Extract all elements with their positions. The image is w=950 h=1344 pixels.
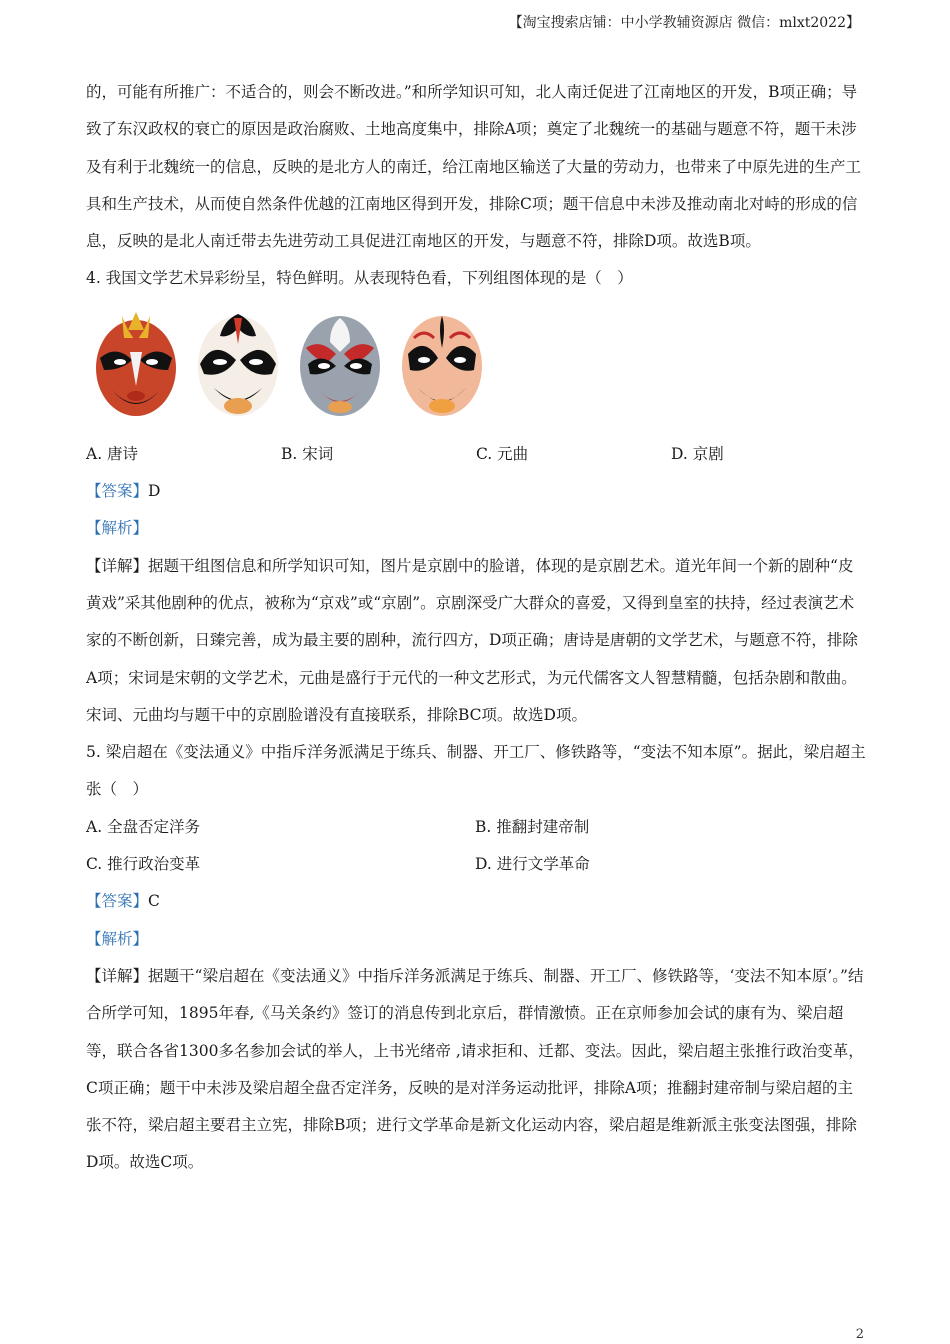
answer-value: C xyxy=(148,892,160,911)
q5-answer xyxy=(86,883,866,920)
detail-label: 【详解】 xyxy=(86,966,149,985)
q5-option-d: D. 进行文学革命 xyxy=(475,855,590,874)
q5-detail xyxy=(86,958,866,1182)
q5-options-row1 xyxy=(86,809,866,846)
detail-label: 【详解】 xyxy=(86,556,149,575)
page-header: 【淘宝搜索店铺：中小学教辅资源店 微信：mlxt2022】 xyxy=(508,15,860,31)
q4-options xyxy=(86,436,866,473)
opera-mask-silver xyxy=(296,308,384,420)
opera-masks-figure xyxy=(92,308,866,424)
analysis-label: 【解析】 xyxy=(86,929,149,948)
answer-label: 【答案】 xyxy=(86,892,149,911)
detail-text: 据题干组图信息和所学知识可知，图片是京剧中的脸谱，体现的是京剧艺术。道光年间一个新的剧种“皮黄戏”采其他剧种的优点，被称为“京戏”或“京剧”。京剧深受广大群众的喜爱，又得到皇室的扶持，经过表演艺术家的不断创新，日臻完善，成为最主要的剧种，流行四方，D项正确；唐诗是唐朝的文学艺术，与题意不符，排除A项；宋词是宋朝的文学艺术，元曲是盛行于元代的一种文艺形式，为元代儒客文人智慧精髓，包括杂剧和散曲。宋词、元曲均与题干中的京剧脸谱没有直接联系，排除BC项。故选D项。 xyxy=(86,556,858,724)
q5-analysis-label xyxy=(86,921,866,958)
q5-option-c: C. 推行政治变革 xyxy=(86,855,201,874)
document-body xyxy=(86,74,866,1182)
q4-option-d: D. 京剧 xyxy=(671,444,724,463)
q4-option-a: A. 唐诗 xyxy=(86,444,139,463)
q3-analysis-tail: 的，可能有所推广：不适合的，则会不断改进。”和所学知识可知，北人南迁促进了江南地区的开发，B项正确；导致了东汉政权的衰亡的原因是政治腐败、土地高度集中，排除A项；奠定了北魏统一的基础与题意不符，题干未涉及有利于北魏统一的信息，反映的是北方人的南迁，给江南地区输送了大量的劳动力，也带来了中原先进的生产工具和生产技术，从而使自然条件优越的江南地区得到开发，排除C项；题干信息中未涉及推动南北对峙的形成的信息，反映的是北人南迁带去先进劳动工具促进江南地区的开发，与题意不符，排除D项。故选B项。 xyxy=(86,83,862,251)
q4-option-c: C. 元曲 xyxy=(476,444,529,463)
detail-text: 据题干“梁启超在《变法通义》中指斥洋务派满足于练兵、制器、开工厂、修铁路等，‘变法不知本原’。”结合所学可知，1895年春,《马关条约》签订的消息传到北京后，群情激愤。正在京师参加会试的康有为、梁启超等，联合各省1300多名参加会试的举人，上书光绪帝 ,请求拒和、迁都、变法。因此，梁启超主张推行政治变革，C项正确；题干中未涉及梁启超全盘否定洋务，反映的是对洋务运动批评，排除A项；推翻封建帝制与梁启超的主张不符，梁启超主要君主立宪，排除B项；进行文学革命是新文化运动内容，梁启超是维新派主张变法图强，排除D项。故选C项。 xyxy=(86,966,864,1172)
q5-stem: 5. 梁启超在《变法通义》中指斥洋务派满足于练兵、制器、开工厂、修铁路等，“变法不知本原”。据此，梁启超主张（ ） xyxy=(86,743,866,799)
q4-detail xyxy=(86,548,866,734)
q4-answer xyxy=(86,473,866,510)
answer-value: D xyxy=(148,482,161,501)
opera-mask-white xyxy=(194,308,282,420)
page-number: 2 xyxy=(855,1327,864,1342)
q5-option-b: B. 推翻封建帝制 xyxy=(475,817,590,836)
q4-option-b: B. 宋词 xyxy=(281,444,334,463)
q5-options-row2 xyxy=(86,846,866,883)
q4-stem: 4. 我国文学艺术异彩纷呈，特色鲜明。从表现特色看，下列组图体现的是（ ） xyxy=(86,269,633,288)
q5-option-a: A. 全盘否定洋务 xyxy=(86,817,201,836)
opera-mask-peach xyxy=(398,308,486,420)
answer-label: 【答案】 xyxy=(86,482,149,501)
opera-mask-red xyxy=(92,308,180,420)
analysis-label: 【解析】 xyxy=(86,519,149,538)
q4-analysis-label xyxy=(86,510,866,547)
